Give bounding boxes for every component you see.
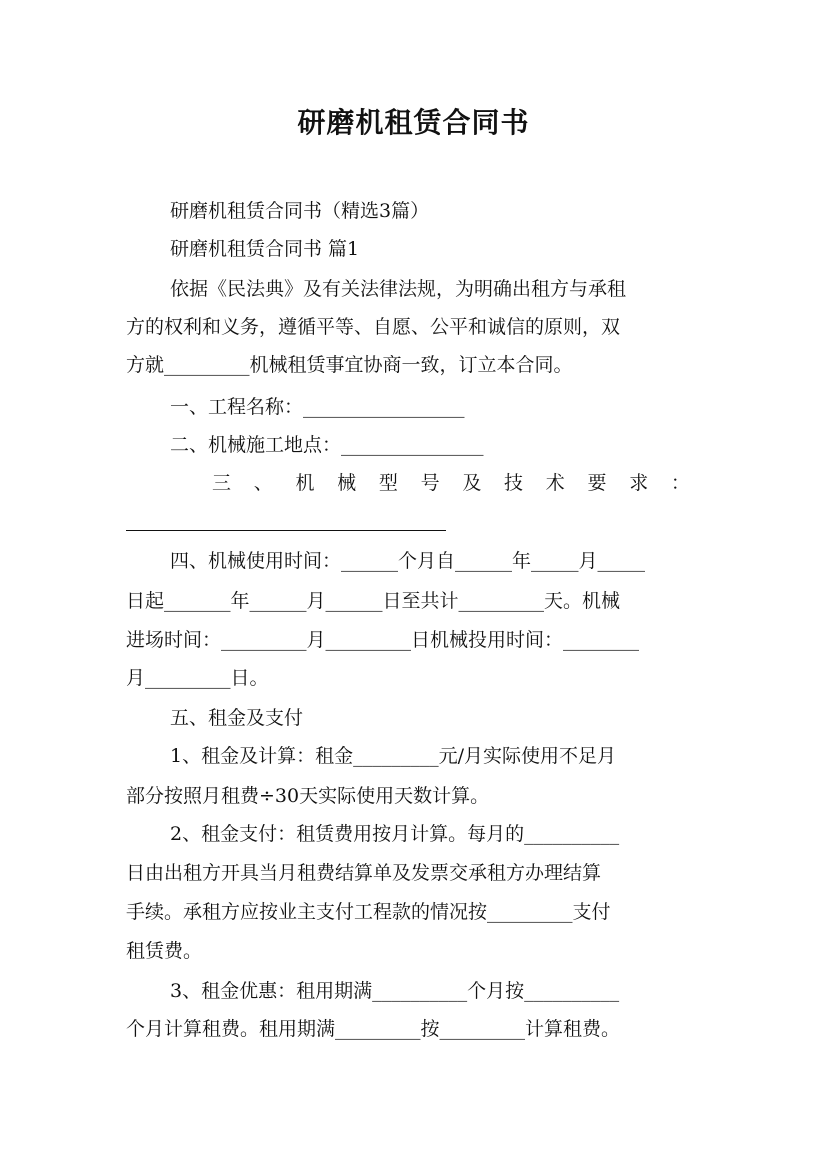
fill-in-blank-line bbox=[126, 530, 446, 531]
spread-character: 求 bbox=[629, 472, 649, 494]
spread-character: 、 bbox=[253, 472, 273, 494]
paragraph-line: 个月计算租费。租用期满_________按_________计算租费。 bbox=[126, 1018, 621, 1040]
paragraph-line: 部分按照月租费÷30天实际使用天数计算。 bbox=[126, 785, 490, 807]
spread-character: 机 bbox=[295, 472, 315, 494]
spread-character: 要 bbox=[587, 472, 607, 494]
paragraph-line: 方就_________机械租赁事宜协商一致，订立本合同。 bbox=[126, 354, 573, 376]
spread-character: 及 bbox=[462, 472, 482, 494]
clause-rent-payment: 2、租金支付：租赁费用按月计算。每月的__________ bbox=[170, 823, 620, 845]
clause-location: 二、机械施工地点：_______________ bbox=[170, 434, 484, 456]
paragraph-line: 日起_______年______月______日至共计_________天。机械 bbox=[126, 590, 621, 612]
paragraph-line: 租赁费。 bbox=[126, 940, 203, 962]
spread-character: 号 bbox=[420, 472, 440, 494]
clause-rent-calculation: 1、租金及计算：租金_________元/月实际使用不足月 bbox=[170, 745, 616, 767]
document-title: 研磨机租赁合同书 bbox=[297, 106, 530, 139]
spread-character: 三 bbox=[212, 472, 232, 494]
paragraph-line: 手续。承租方应按业主支付工程款的情况按_________支付 bbox=[126, 901, 611, 923]
clause-project-name: 一、工程名称：_________________ bbox=[170, 396, 465, 418]
clause-rent-heading: 五、租金及支付 bbox=[170, 707, 304, 729]
doc-subtitle: 研磨机租赁合同书（精选3篇） bbox=[170, 200, 430, 222]
spread-character: 械 bbox=[337, 472, 357, 494]
spread-character: 型 bbox=[378, 472, 398, 494]
spread-character: ： bbox=[670, 472, 690, 494]
paragraph-line: 依据《民法典》及有关法律法规，为明确出租方与承租 bbox=[170, 278, 627, 300]
clause-model-requirements bbox=[212, 470, 690, 496]
spread-character: 技 bbox=[504, 472, 524, 494]
clause-rent-discount: 3、租金优惠：租用期满__________个月按__________ bbox=[170, 980, 620, 1002]
clause-usage-time: 四、机械使用时间：______个月自______年_____月_____ bbox=[170, 550, 646, 572]
paragraph-line: 方的权利和义务，遵循平等、自愿、公平和诚信的原则，双 bbox=[126, 316, 621, 338]
paragraph-line: 月_________日。 bbox=[126, 667, 269, 689]
spread-character: 术 bbox=[545, 472, 565, 494]
paragraph-line: 日由出租方开具当月租费结算单及发票交承租方办理结算 bbox=[126, 862, 602, 884]
section-heading: 研磨机租赁合同书 篇1 bbox=[170, 238, 360, 260]
paragraph-line: 进场时间：_________月_________日机械投用时间：________ bbox=[126, 629, 640, 651]
